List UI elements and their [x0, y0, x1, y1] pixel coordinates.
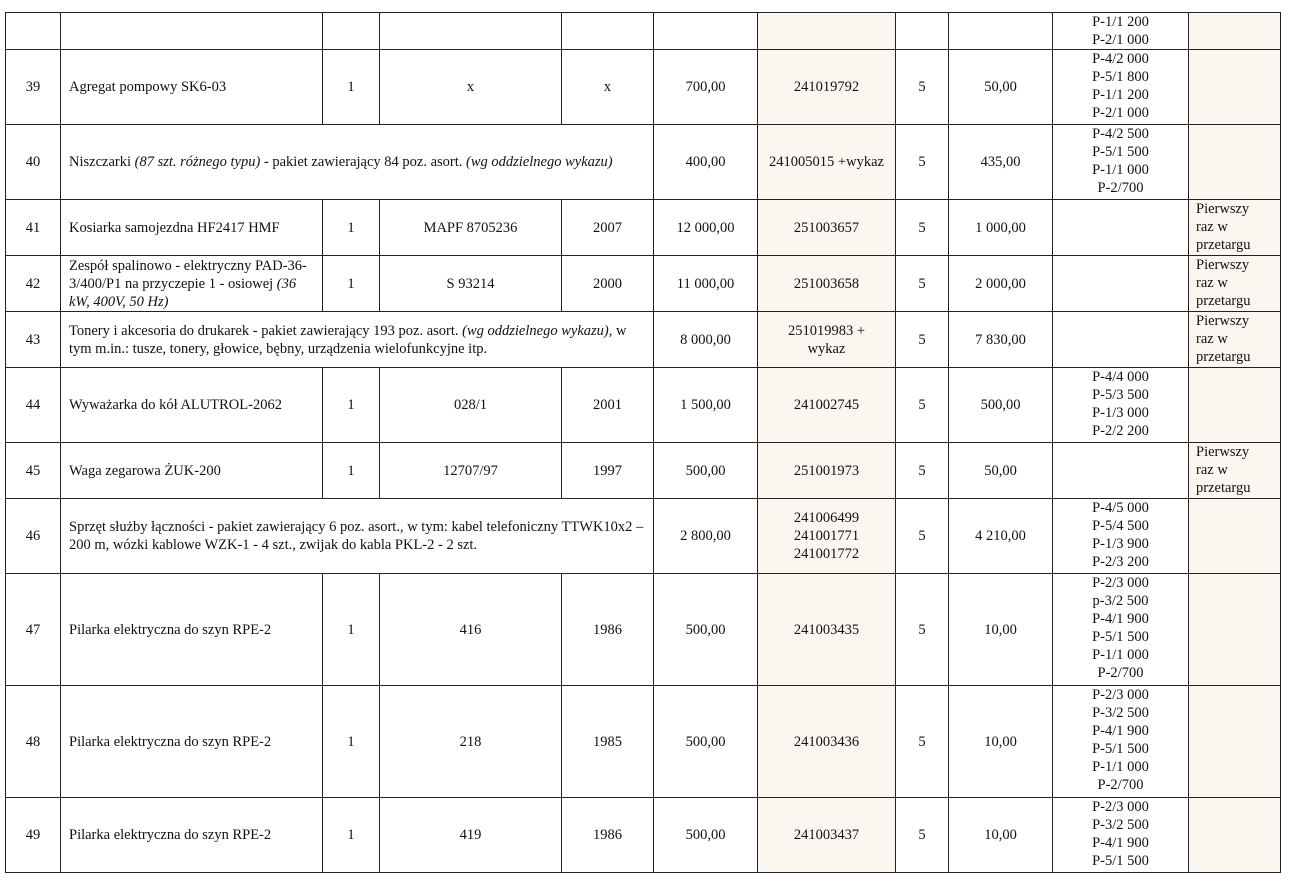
item-class: 5	[896, 686, 949, 798]
item-values	[1053, 312, 1189, 368]
item-class: 5	[896, 256, 949, 312]
item-note	[1189, 13, 1281, 50]
item-serial	[380, 13, 562, 50]
item-value: 11 000,00	[654, 256, 758, 312]
item-code: 241003435	[758, 574, 896, 686]
row-number: 48	[6, 686, 61, 798]
item-name: Agregat pompowy SK6-03	[61, 50, 323, 125]
item-price: 10,00	[949, 574, 1053, 686]
table-row	[6, 125, 1281, 200]
item-code: 251003658	[758, 256, 896, 312]
row-number: 44	[6, 368, 61, 443]
item-quantity: 1	[323, 50, 380, 125]
row-number: 47	[6, 574, 61, 686]
item-year: x	[562, 50, 654, 125]
item-price: 10,00	[949, 798, 1053, 873]
item-name: Tonery i akcesoria do drukarek - pakiet zawierający 193 poz. asort. (wg oddzielnego wykazu), w tym m.in.: tusze, tonery, głowice, bębny, urządzenia wielofunkcyjne itp.	[61, 312, 654, 368]
item-serial: x	[380, 50, 562, 125]
row-number: 39	[6, 50, 61, 125]
item-code: 241005015 +wykaz	[758, 125, 896, 200]
item-price: 1 000,00	[949, 200, 1053, 256]
item-code: 251019983 + wykaz	[758, 312, 896, 368]
item-value	[654, 13, 758, 50]
item-quantity: 1	[323, 256, 380, 312]
item-value: 500,00	[654, 686, 758, 798]
item-name: Pilarka elektryczna do szyn RPE-2	[61, 686, 323, 798]
item-note	[1189, 125, 1281, 200]
item-name: Sprzęt służby łączności - pakiet zawierający 6 poz. asort., w tym: kabel telefoniczny TTWK10x2 – 200 m, wózki kablowe WZK-1 - 4 szt., zwijak do kabla PKL-2 - 2 szt.	[61, 499, 654, 574]
row-number	[6, 13, 61, 50]
item-year: 2007	[562, 200, 654, 256]
item-value: 500,00	[654, 798, 758, 873]
table-row	[6, 368, 1281, 443]
item-note	[1189, 798, 1281, 873]
table-row	[6, 200, 1281, 256]
row-number: 43	[6, 312, 61, 368]
item-code: 241002745	[758, 368, 896, 443]
item-year: 1997	[562, 443, 654, 499]
item-quantity: 1	[323, 368, 380, 443]
table-row	[6, 574, 1281, 686]
item-name: Niszczarki (87 szt. różnego typu) - pakiet zawierający 84 poz. asort. (wg oddzielnego wykazu)	[61, 125, 654, 200]
item-value: 500,00	[654, 443, 758, 499]
row-number: 41	[6, 200, 61, 256]
item-quantity: 1	[323, 200, 380, 256]
item-class: 5	[896, 368, 949, 443]
table-row	[6, 443, 1281, 499]
item-price: 2 000,00	[949, 256, 1053, 312]
table-row	[6, 312, 1281, 368]
item-name: Wyważarka do kół ALUTROL-2062	[61, 368, 323, 443]
item-year: 1986	[562, 574, 654, 686]
item-name	[61, 13, 323, 50]
item-serial: 12707/97	[380, 443, 562, 499]
item-price: 4 210,00	[949, 499, 1053, 574]
item-name: Waga zegarowa ŻUK-200	[61, 443, 323, 499]
item-serial: S 93214	[380, 256, 562, 312]
item-serial: MAPF 8705236	[380, 200, 562, 256]
item-note	[1189, 50, 1281, 125]
row-number: 45	[6, 443, 61, 499]
item-values: P-2/3 000 P-3/2 500 P-4/1 900 P-5/1 500 P-1/1 000 P-2/700	[1053, 686, 1189, 798]
item-value: 2 800,00	[654, 499, 758, 574]
item-note: Pierwszy raz w przetargu	[1189, 200, 1281, 256]
row-number: 46	[6, 499, 61, 574]
item-values: P-4/4 000 P-5/3 500 P-1/3 000 P-2/2 200	[1053, 368, 1189, 443]
item-quantity: 1	[323, 686, 380, 798]
item-name: Pilarka elektryczna do szyn RPE-2	[61, 798, 323, 873]
item-quantity: 1	[323, 443, 380, 499]
item-values	[1053, 256, 1189, 312]
item-year: 2000	[562, 256, 654, 312]
item-class: 5	[896, 50, 949, 125]
item-quantity	[323, 13, 380, 50]
item-quantity: 1	[323, 574, 380, 686]
table-row	[6, 50, 1281, 125]
table-row	[6, 686, 1281, 798]
item-price: 50,00	[949, 50, 1053, 125]
item-value: 1 500,00	[654, 368, 758, 443]
item-quantity: 1	[323, 798, 380, 873]
item-price: 10,00	[949, 686, 1053, 798]
item-note: Pierwszy raz w przetargu	[1189, 443, 1281, 499]
item-class	[896, 13, 949, 50]
item-values: P-2/3 000 P-3/2 500 P-4/1 900 P-5/1 500	[1053, 798, 1189, 873]
item-name: Pilarka elektryczna do szyn RPE-2	[61, 574, 323, 686]
item-note	[1189, 574, 1281, 686]
item-year: 1986	[562, 798, 654, 873]
item-class: 5	[896, 125, 949, 200]
item-note	[1189, 499, 1281, 574]
item-value: 8 000,00	[654, 312, 758, 368]
table-row	[6, 13, 1281, 50]
item-serial: 416	[380, 574, 562, 686]
item-value: 500,00	[654, 574, 758, 686]
row-number: 49	[6, 798, 61, 873]
item-class: 5	[896, 574, 949, 686]
item-class: 5	[896, 200, 949, 256]
row-number: 40	[6, 125, 61, 200]
item-code: 241003436	[758, 686, 896, 798]
inventory-table	[5, 12, 1281, 873]
item-note: Pierwszy raz w przetargu	[1189, 256, 1281, 312]
item-values: P-1/1 200 P-2/1 000	[1053, 13, 1189, 50]
item-note	[1189, 368, 1281, 443]
item-class: 5	[896, 499, 949, 574]
item-serial: 028/1	[380, 368, 562, 443]
item-year	[562, 13, 654, 50]
item-year: 2001	[562, 368, 654, 443]
item-value: 12 000,00	[654, 200, 758, 256]
item-year: 1985	[562, 686, 654, 798]
table-row	[6, 499, 1281, 574]
item-class: 5	[896, 798, 949, 873]
item-values: P-2/3 000 p-3/2 500 P-4/1 900 P-5/1 500 P-1/1 000 P-2/700	[1053, 574, 1189, 686]
item-values	[1053, 443, 1189, 499]
table-row	[6, 798, 1281, 873]
item-serial: 218	[380, 686, 562, 798]
item-code: 251003657	[758, 200, 896, 256]
item-price: 435,00	[949, 125, 1053, 200]
item-value: 700,00	[654, 50, 758, 125]
item-code: 251001973	[758, 443, 896, 499]
item-values: P-4/2 500 P-5/1 500 P-1/1 000 P-2/700	[1053, 125, 1189, 200]
table-row	[6, 256, 1281, 312]
item-price	[949, 13, 1053, 50]
row-number: 42	[6, 256, 61, 312]
item-price: 7 830,00	[949, 312, 1053, 368]
item-class: 5	[896, 312, 949, 368]
item-price: 50,00	[949, 443, 1053, 499]
item-code: 241019792	[758, 50, 896, 125]
item-note: Pierwszy raz w przetargu	[1189, 312, 1281, 368]
item-class: 5	[896, 443, 949, 499]
item-values: P-4/5 000 P-5/4 500 P-1/3 900 P-2/3 200	[1053, 499, 1189, 574]
item-name: Kosiarka samojezdna HF2417 HMF	[61, 200, 323, 256]
item-values	[1053, 200, 1189, 256]
item-values: P-4/2 000 P-5/1 800 P-1/1 200 P-2/1 000	[1053, 50, 1189, 125]
item-price: 500,00	[949, 368, 1053, 443]
item-code	[758, 13, 896, 50]
item-code: 241003437	[758, 798, 896, 873]
item-value: 400,00	[654, 125, 758, 200]
item-code: 241006499 241001771 241001772	[758, 499, 896, 574]
item-name: Zespół spalinowo - elektryczny PAD-36-3/400/P1 na przyczepie 1 - osiowej (36 kW, 400V, 50 Hz)	[61, 256, 323, 312]
item-note	[1189, 686, 1281, 798]
item-serial: 419	[380, 798, 562, 873]
